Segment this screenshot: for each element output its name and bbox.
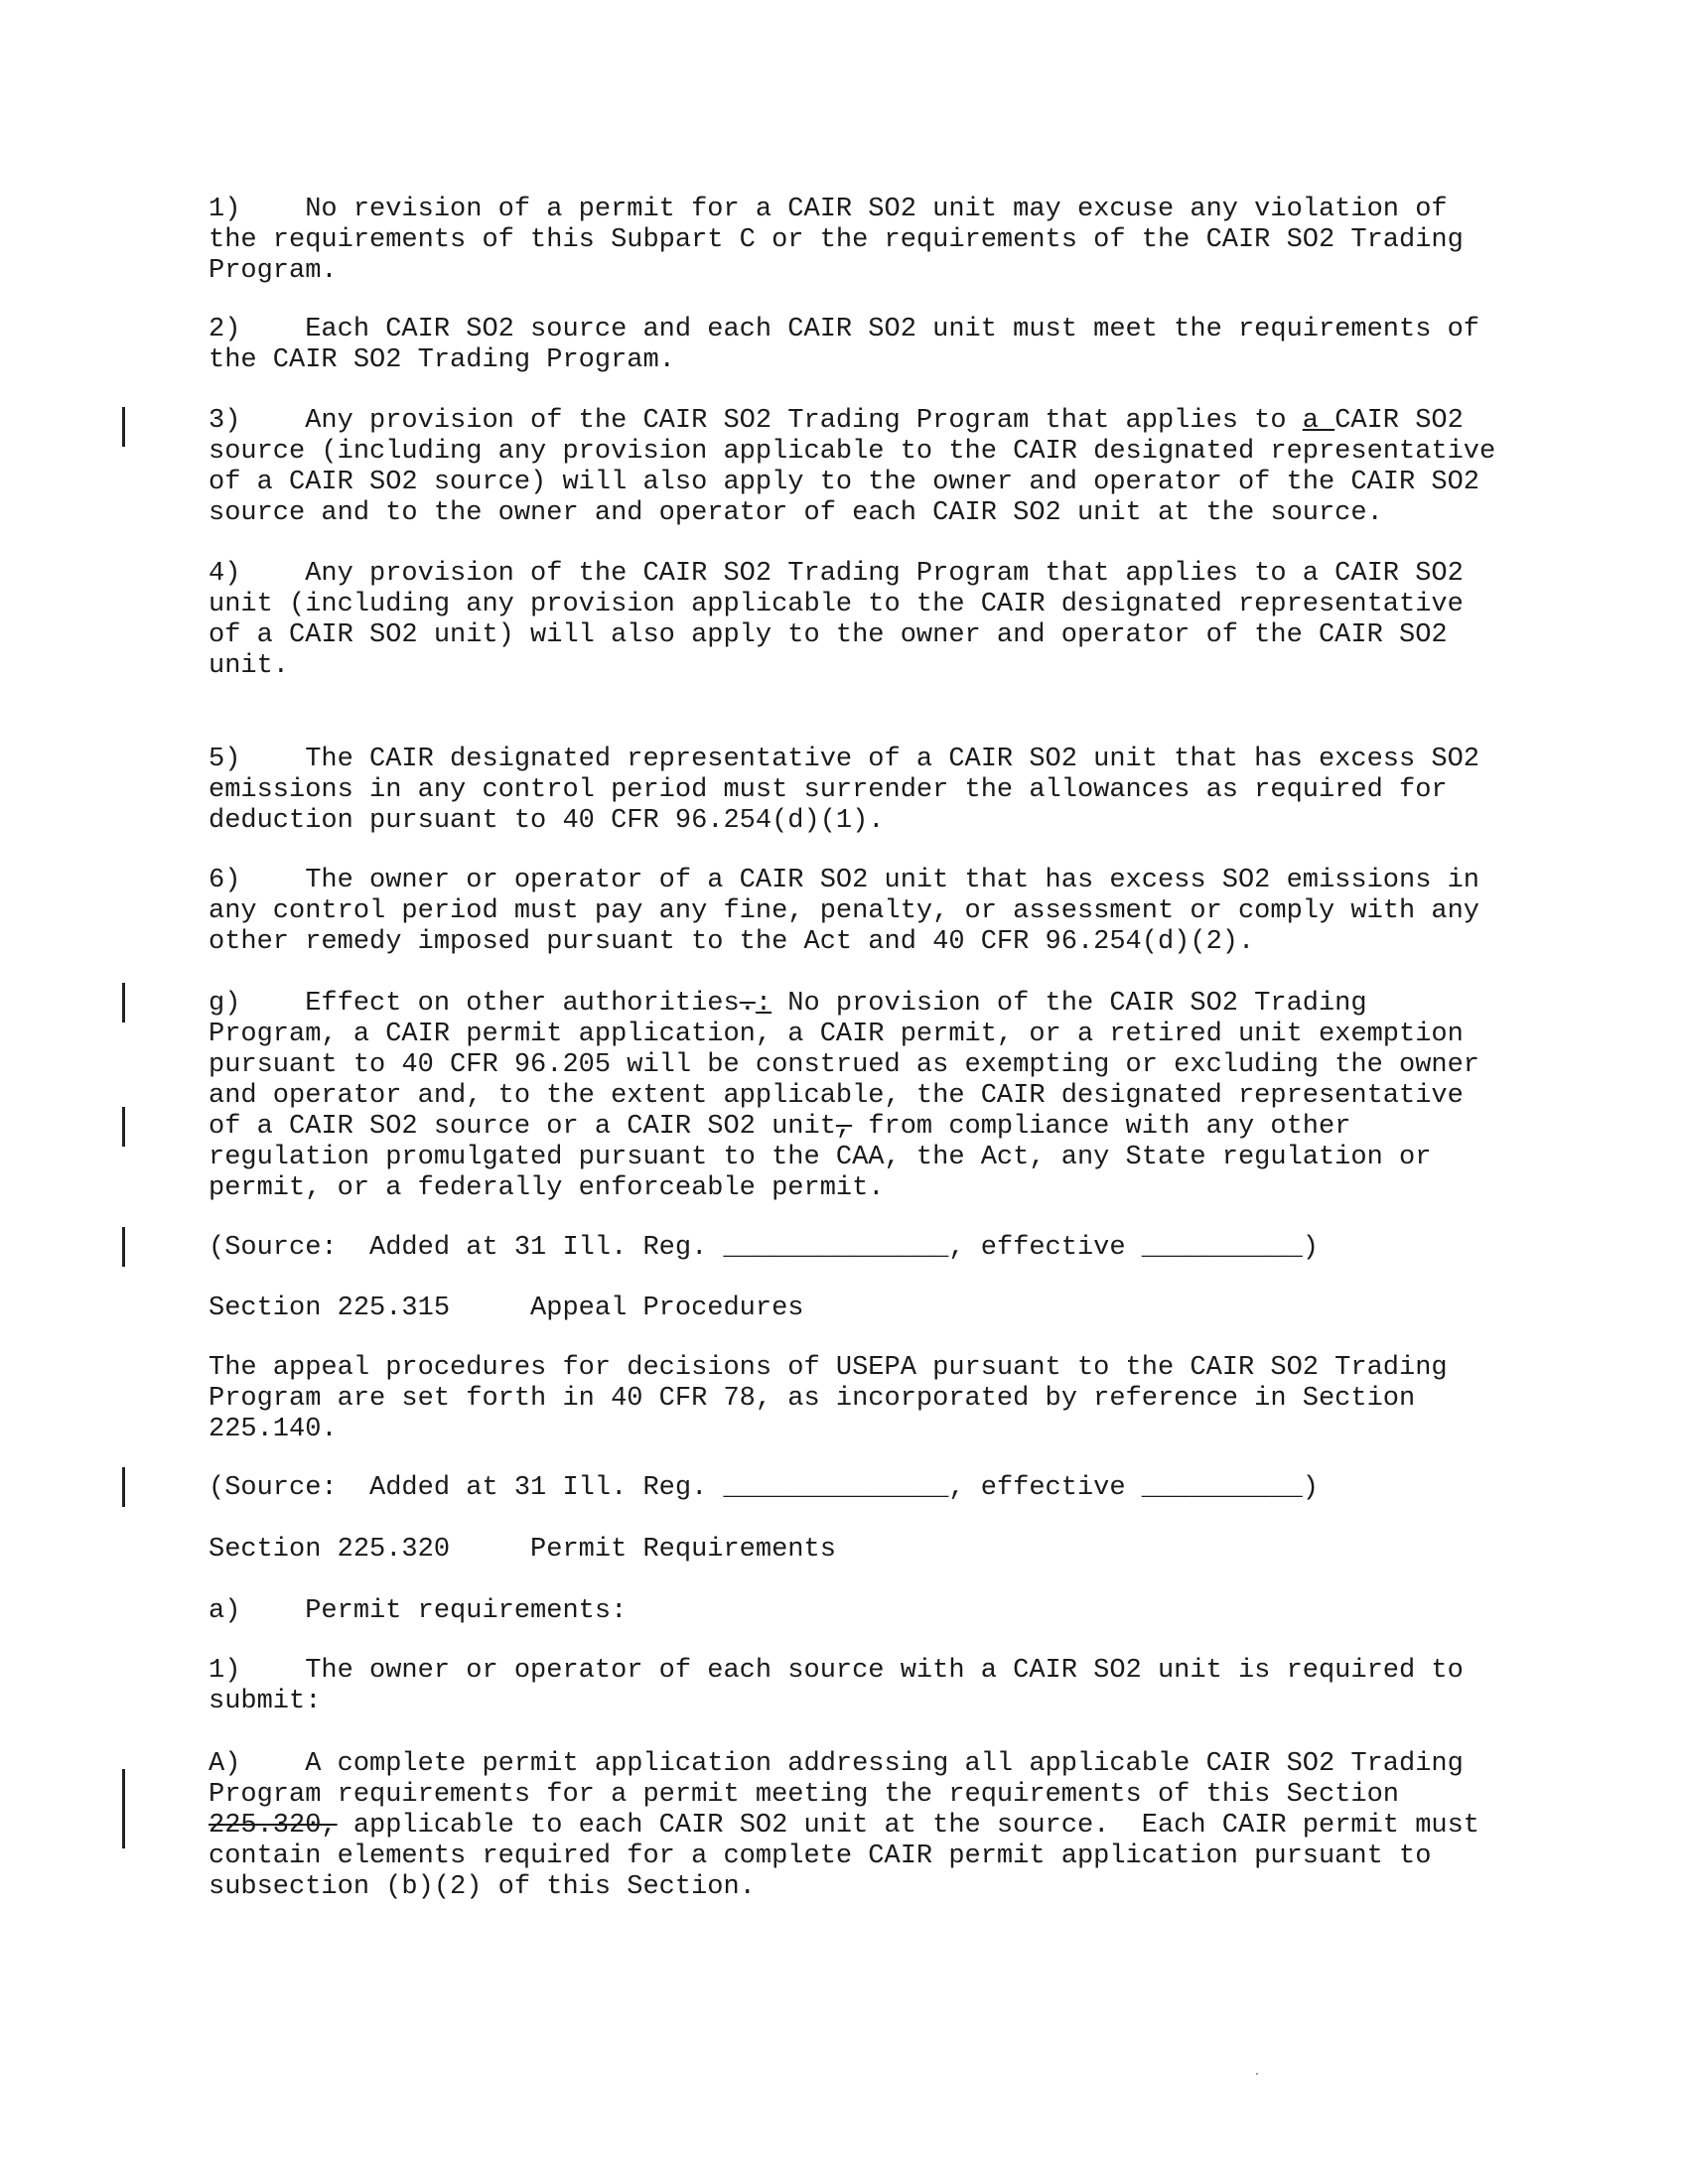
source-note-2: (Source: Added at 31 Ill. Reg. ______________, effective __________) <box>209 1473 1319 1503</box>
revision-bar <box>122 1769 125 1848</box>
paragraph-g-text-c: from compliance with any other regulation promulgated pursuant to the CAA, the Act, any State regulation or permit, or a federally enforceable permit. <box>209 1112 1432 1203</box>
paragraph-6: 6) The owner or operator of a CAIR SO2 unit that has excess SO2 emissions in any control period must pay any fine, penalty, or assessment or comply with any other remedy imposed pursuant to the Act and 40 CFR 96.254(d)(2). <box>209 866 1480 957</box>
paragraph-2: 2) Each CAIR SO2 source and each CAIR SO2 unit must meet the requirements of the CAIR SO2 Trading Program. <box>209 315 1480 375</box>
paragraph-A <box>209 1749 1529 1903</box>
revision-bar <box>122 983 125 1023</box>
section-225-320-heading: Section 225.320 Permit Requirements <box>209 1535 836 1565</box>
revision-bar <box>122 1227 125 1267</box>
paragraph-A-deletion: 225.320, <box>209 1811 338 1841</box>
paragraph-A-text-b: applicable to each CAIR SO2 unit at the source. Each CAIR permit must contain elements required for a complete CAIR permit application pursuant to subsection (b)(2) of this Section. <box>209 1811 1480 1902</box>
paragraph-225-315: The appeal procedures for decisions of USEPA pursuant to the CAIR SO2 Trading Program are set forth in 40 CFR 78, as incorporated by reference in Section 225.140. <box>209 1353 1448 1444</box>
paragraph-a-1: 1) The owner or operator of each source with a CAIR SO2 unit is required to submit: <box>209 1656 1464 1716</box>
paragraph-g-deletion-2: , <box>835 1112 853 1142</box>
revision-bar <box>122 1467 125 1507</box>
paragraph-5: 5) The CAIR designated representative of a CAIR SO2 unit that has excess SO2 emissions in any control period must surrender the allowances as required for deduction pursuant to 40 CFR 96.254(d)(1). <box>209 745 1480 836</box>
paragraph-A-text-a: A) A complete permit application addressing all applicable CAIR SO2 Trading Program requirements for a permit meeting the requirements of this Section <box>209 1749 1464 1810</box>
revision-bar <box>122 1107 125 1147</box>
paragraph-3-text-a: 3) Any provision of the CAIR SO2 Trading Program that applies to <box>209 406 1303 436</box>
paragraph-g-text-a: g) Effect on other authorities <box>209 989 740 1019</box>
source-note-1: (Source: Added at 31 Ill. Reg. ______________, effective __________) <box>209 1233 1319 1263</box>
scan-speck <box>1256 2073 1258 2075</box>
revision-bar <box>122 407 125 447</box>
paragraph-3-insertion: a <box>1302 406 1335 436</box>
section-225-315-heading: Section 225.315 Appeal Procedures <box>209 1294 804 1323</box>
paragraph-a: a) Permit requirements: <box>209 1596 628 1626</box>
paragraph-4: 4) Any provision of the CAIR SO2 Trading Program that applies to a CAIR SO2 unit (including any provision applicable to the CAIR designated representative of a CAIR SO2 unit) will also apply to the owner and operator of the CAIR SO2 unit. <box>209 559 1464 681</box>
paragraph-g <box>209 989 1529 1204</box>
paragraph-3-text-b: CAIR SO2 source (including any provision applicable to the CAIR designated representative of a CAIR SO2 source) will also apply to the owner and operator of the CAIR SO2 source and to the owner and operator of each CAIR SO2 unit at the source. <box>209 406 1496 528</box>
paragraph-g-insertion-1: : <box>755 989 772 1019</box>
paragraph-3 <box>209 406 1529 529</box>
paragraph-1: 1) No revision of a permit for a CAIR SO2 unit may excuse any violation of the requirements of this Subpart C or the requirements of the CAIR SO2 Trading Program. <box>209 195 1464 286</box>
paragraph-g-text-b: No provision of the CAIR SO2 Trading Program, a CAIR permit application, a CAIR permit, or a retired unit exemption pursuant to 40 CFR 96.205 will be construed as exempting or excluding the owner and operator and, to the extent applicable, the CAIR designated representative of a CAIR SO2 source or a CAIR SO2 unit <box>209 989 1480 1142</box>
paragraph-g-deletion-1: . <box>739 989 756 1019</box>
